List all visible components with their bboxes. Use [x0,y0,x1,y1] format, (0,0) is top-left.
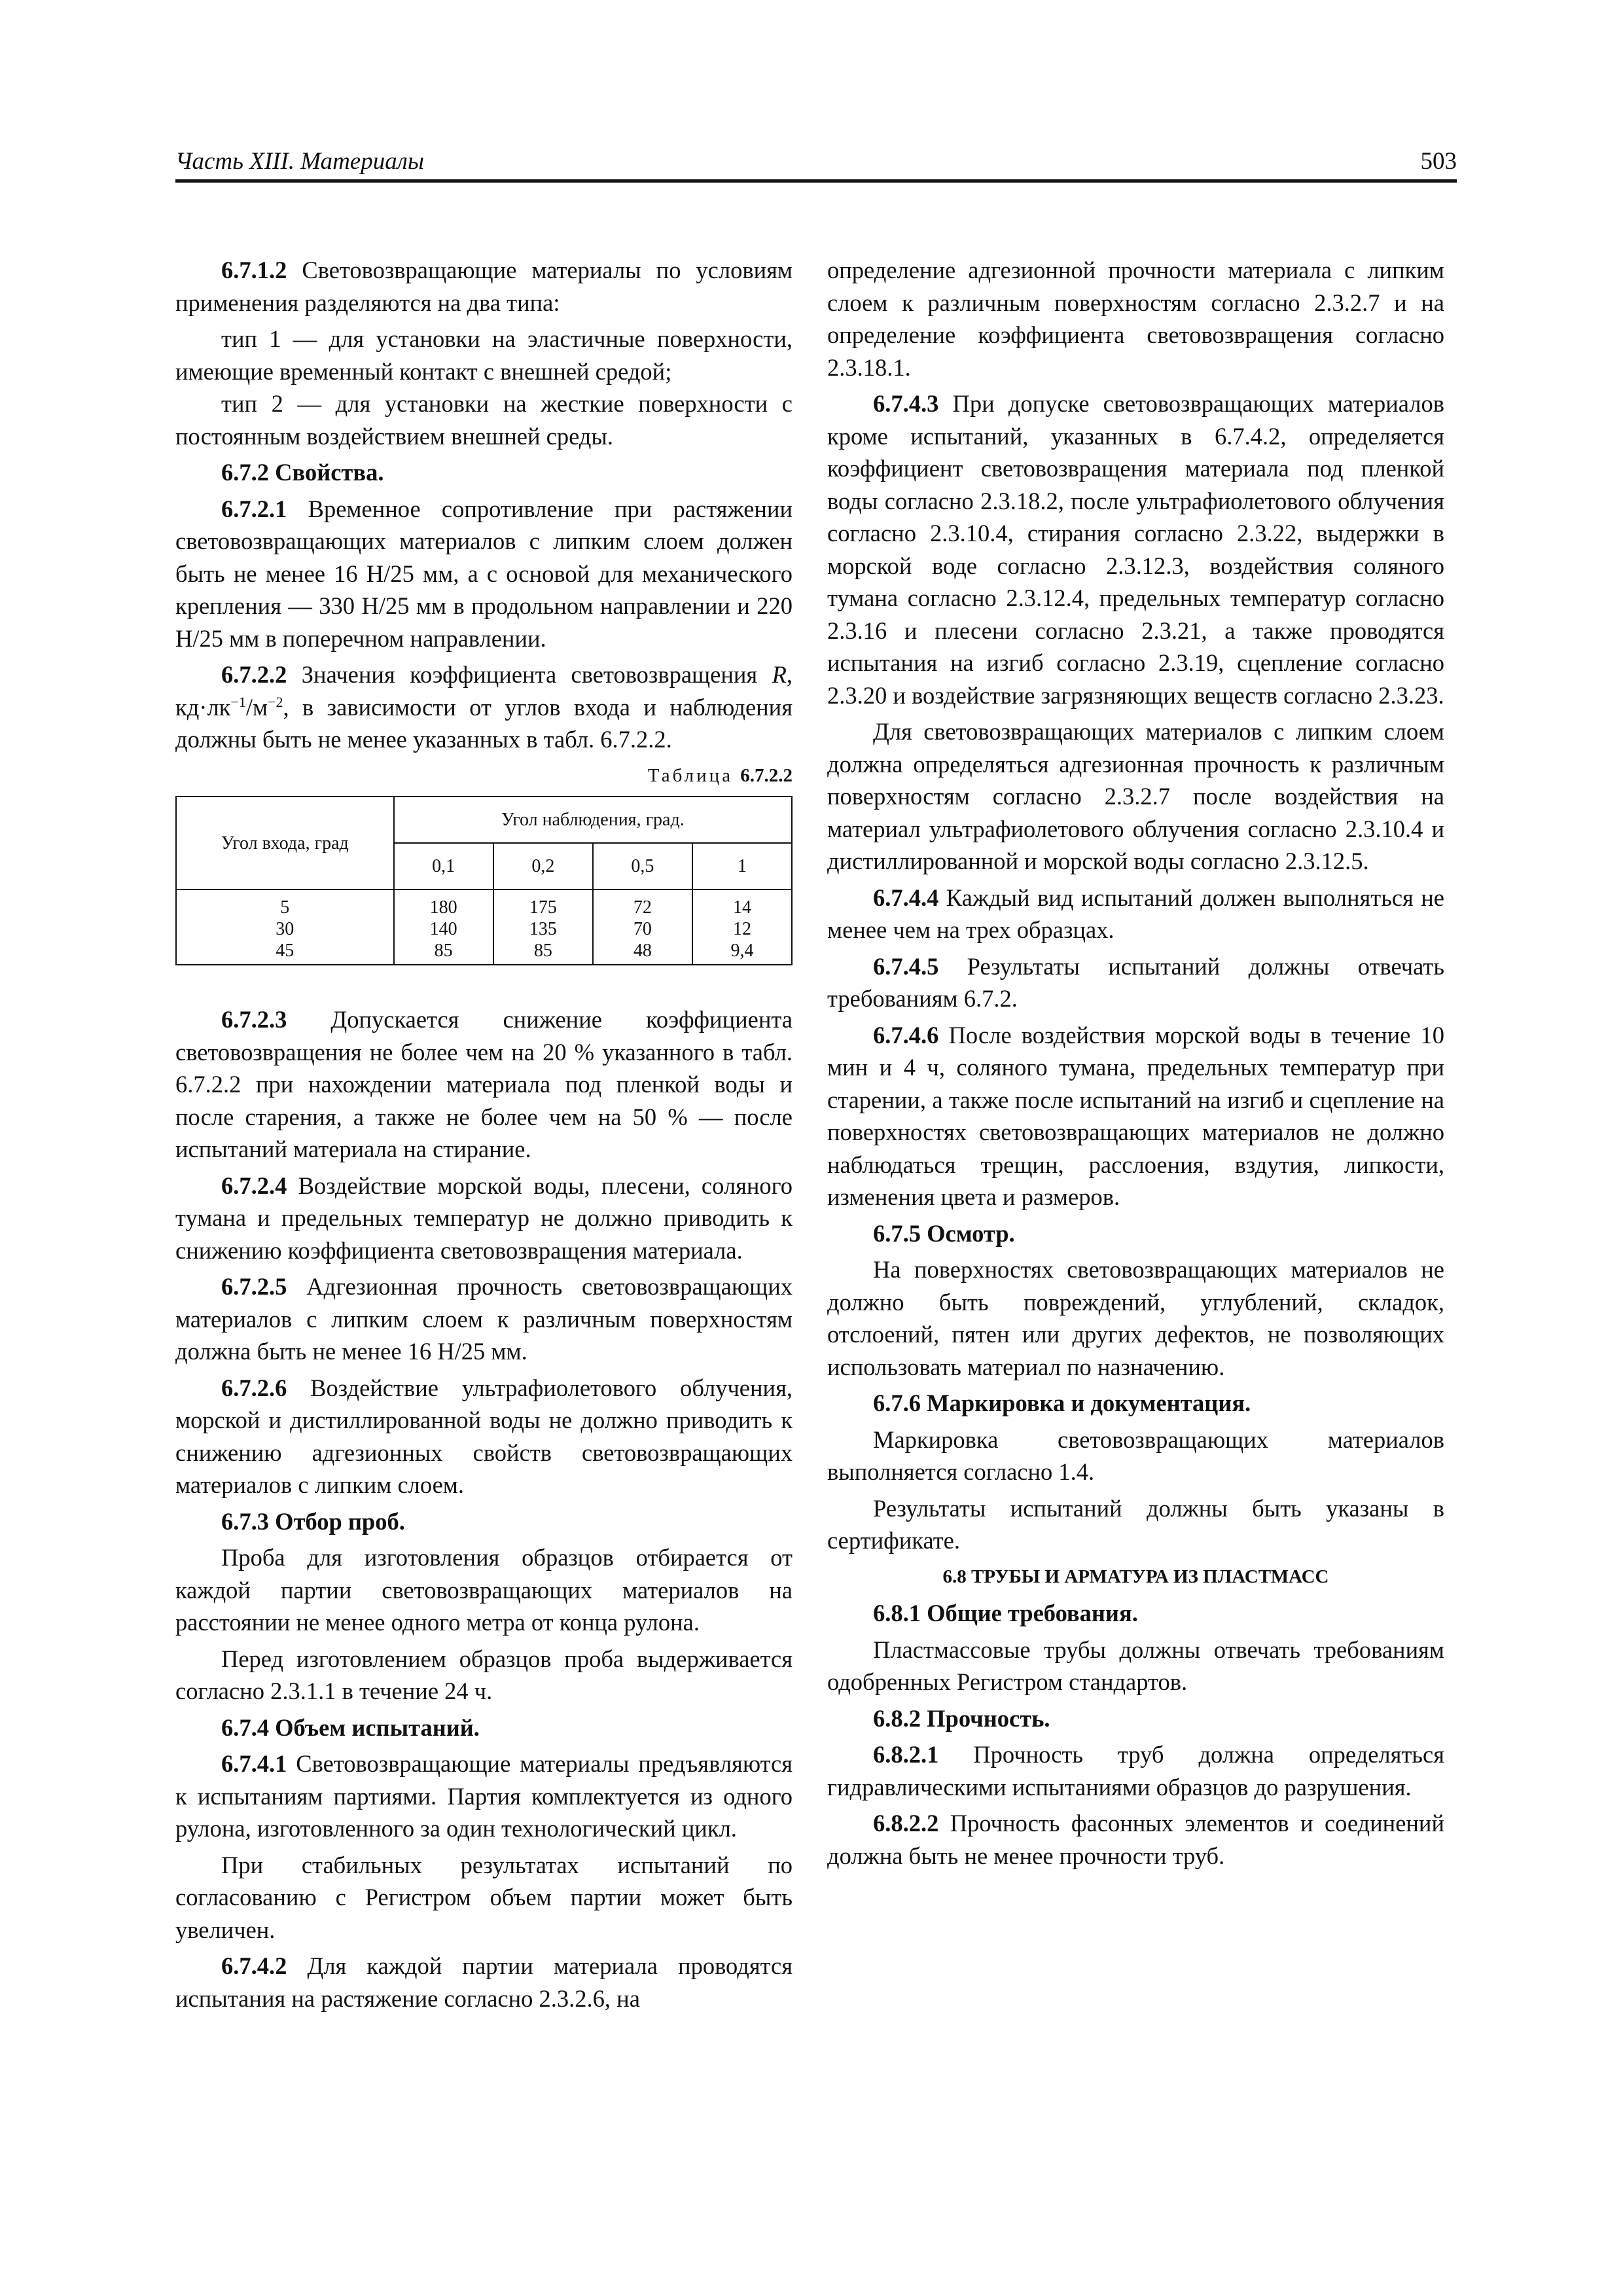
paragraph-text: Световозвращающие материалы предъявляются к испытаниям партиями. Партия комплектуется из одного рулона, изготовленного за один технологический цикл. [175,1750,793,1842]
retroreflection-table [175,796,793,965]
running-title: Часть XIII. Материалы [175,148,424,175]
heading-6-8-2: 6.8.2 Прочность. [873,1704,1050,1732]
table-row [176,889,792,918]
table-row [176,940,792,965]
paragraph-text: При допуске световозвращающих материалов кроме испытаний, указанных в 6.7.4.2, определяется коэффициент световозвращения материала под пленкой воды согласно 2.3.18.2, после ультрафиолетового облучения согласно 2.3.10.4, стирания согласно 2.3.22, выдержки в морской воде согласно 2.3.12.3, воздействия соляного тумана согласно 2.3.12.4, предельных температур согласно 2.3.16 и плесени согласно 2.3.21, а также проводятся испытания на изгиб согласно 2.3.19, сцепление согласно 2.3.20 и воздействие загрязняющих веществ согласно 2.3.23. [827,390,1444,709]
paragraph-text: Допускается снижение коэффициента световозвращения не более чем на 20 % указанного в табл. 6.7.2.2 при нахождении материала под пленкой воды и после старения, а также не более чем на 50 % — после испытаний материала на стирание. [175,1006,793,1162]
paragraph-text: Временное сопротивление при растяжении световозвращающих материалов с липким слоем должен быть не менее 16 Н/25 мм, а с основой для механического крепления — 330 Н/25 мм в продольном направлении и 220 Н/25 мм в поперечном направлении. [175,495,793,652]
table-cell: 30 [176,918,394,940]
heading-6-7-4: 6.7.4 Объем испытаний. [221,1713,480,1741]
paragraph-text: , в зависимости от углов входа и наблюдения должны быть не менее указанных в табл. 6.7.2.2. [175,693,793,753]
paragraph-text: Воздействие морской воды, плесени, соляного тумана и предельных температур не должно приводить к снижению коэффициента световозвращения материала. [175,1172,793,1264]
paragraph-6-7-4-2 [175,1950,793,2015]
clause-number: 6.7.2.3 [221,1006,287,1033]
paragraph-inspection: На поверхностях световозвращающих материалов не должно быть повреждений, углублений, складок, отслоений, пятен или других дефектов, не позволяющих использовать материал по назначению. [827,1256,1444,1380]
table-cell: 85 [493,940,593,965]
paragraph-text: Результаты испытаний должны отвечать требованиям 6.7.2. [827,952,1444,1012]
paragraph-text: Световозвращающие материалы по условиям применения разделяются на два типа: [175,257,793,316]
paragraph-text: После воздействия морской воды в течение 10 мин и 4 ч, соляного тумана, предельных температур при старении, а также после испытаний на изгиб и сцепление на поверхностях световозвращающих материалов не должно наблюдаться трещин, расслоения, вздутия, липкости, изменения цвета и размеров. [827,1021,1444,1210]
left-column [175,254,793,2018]
paragraph-text: /м [245,693,268,721]
page-header [175,145,1457,183]
heading-6-7-2: 6.7.2 Свойства. [221,459,384,486]
superscript: −2 [268,693,283,710]
table-cell: 12 [692,918,792,940]
clause-number: 6.7.2.1 [221,495,287,522]
paragraph-6-7-2-1 [175,493,793,655]
paragraph-6-7-2-5 [175,1270,793,1368]
paragraph-6-7-2-6 [175,1372,793,1501]
table-row [176,918,792,940]
table-cell: 175 [493,889,593,918]
paragraph-text: Воздействие ультрафиолетового облучения, морской и дистиллированной воды не должно приводить к снижению адгезионных свойств световозвращающих материалов с липким слоем. [175,1374,793,1498]
paragraph-continuation: определение адгезионной прочности материала с липким слоем к различным поверхностям согласно 2.3.2.7 и на определение коэффициента световозвращения согласно 2.3.18.1. [827,257,1444,381]
clause-number: 6.7.4.6 [873,1021,939,1049]
type-1-item: тип 1 — для установки на эластичные поверхности, имеющие временный контакт с внешней средой; [175,325,793,385]
heading-6-7-5: 6.7.5 Осмотр. [873,1219,1015,1247]
paragraph-marking: Маркировка световозвращающих материалов выполняется согласно 1.4. [827,1426,1444,1485]
paragraph-6-8-2-2 [827,1807,1444,1872]
paragraph-6-7-4-5 [827,950,1444,1015]
clause-number: 6.7.4.4 [873,884,939,911]
table-cell: 72 [593,889,692,918]
table-cell: 9,4 [692,940,792,965]
clause-number: 6.8.2.1 [873,1741,939,1768]
table-cell: 85 [394,940,493,965]
superscript: −1 [230,693,246,710]
clause-number: 6.7.4.2 [221,1952,287,1979]
paragraph-adhesion: Для световозвращающих материалов с липким слоем должна определяться адгезионная прочность к различным поверхностям согласно 2.3.2.7 после воздействия на материал ультрафиолетового облучения согласно 2.3.10.4 и дистиллированной и морской воды согласно 2.3.12.5. [827,718,1444,874]
paragraph-plastic-pipes: Пластмассовые трубы должны отвечать требованиям одобренных Регистром стандартов. [827,1636,1444,1695]
heading-6-7-3: 6.7.3 Отбор проб. [221,1507,405,1535]
paragraph-text: Адгезионная прочность световозвращающих материалов с липким слоем к различным поверхностям должна быть не менее 16 Н/25 мм. [175,1273,793,1365]
clause-number: 6.7.2.6 [221,1374,287,1401]
clause-number: 6.7.2.4 [221,1172,287,1199]
table-cell: 180 [394,889,493,918]
paragraph-sample-conditioning: Перед изготовлением образцов проба выдерживается согласно 2.3.1.1 в течение 24 ч. [175,1645,793,1704]
column-header: 0,2 [493,843,593,889]
paragraph-text: , кд·лк [175,661,793,721]
table-cell: 70 [593,918,692,940]
column-header: 0,1 [394,843,493,889]
table-cell: 45 [176,940,394,965]
paragraph-6-8-2-1 [827,1738,1444,1803]
paragraph-batch-size: При стабильных результатах испытаний по согласованию с Регистром объем партии может быть увеличен. [175,1851,793,1943]
page-number: 503 [1420,148,1457,175]
column-header: 1 [692,843,792,889]
table-caption-prefix: Таблица [647,764,741,786]
paragraph-6-7-4-4 [827,882,1444,946]
column-header-entry-angle: Угол входа, град [176,797,394,889]
variable-r: R [772,661,787,688]
clause-number: 6.7.4.3 [873,390,939,417]
table-cell: 48 [593,940,692,965]
paragraph-text: Для каждой партии материала проводятся испытания на растяжение согласно 2.3.2.6, на [175,1952,793,2012]
paragraph-6-7-4-3 [827,387,1444,711]
paragraph-6-7-1-2 [175,254,793,319]
clause-number: 6.7.4.5 [873,952,939,980]
paragraph-text: Каждый вид испытаний должен выполняться не менее чем на трех образцах. [827,884,1444,943]
table-cell: 5 [176,889,394,918]
table-caption [175,760,793,793]
table-cell: 14 [692,889,792,918]
table-caption-number: 6.7.2.2 [740,764,793,786]
heading-6-8-1: 6.8.1 Общие требования. [873,1600,1138,1626]
paragraph-6-7-2-4 [175,1170,793,1267]
type-2-item: тип 2 — для установки на жесткие поверхности с постоянным воздействием внешней среды. [175,390,793,450]
paragraph-text: Прочность труб должна определяться гидравлическими испытаниями образцов до разрушения. [827,1741,1444,1801]
paragraph-6-7-2-3 [175,1003,793,1166]
paragraph-text: Прочность фасонных элементов и соединений должна быть не менее прочности труб. [827,1810,1444,1869]
clause-number: 6.7.2.2 [221,661,287,688]
table-cell: 140 [394,918,493,940]
paragraph-sampling: Проба для изготовления образцов отбирается от каждой партии световозвращающих материалов на расстоянии не менее одного метра от конца рулона. [175,1544,793,1636]
column-header-observation-angle: Угол наблюдения, град. [394,797,792,843]
heading-6-7-6: 6.7.6 Маркировка и документация. [873,1390,1251,1416]
paragraph-6-7-2-2 [175,658,793,756]
clause-number: 6.7.4.1 [221,1750,287,1777]
clause-number: 6.7.1.2 [221,257,287,283]
paragraph-text: Значения коэффициента световозвращения [287,661,772,688]
paragraph-6-7-4-1 [175,1748,793,1845]
paragraph-certificate: Результаты испытаний должны быть указаны в сертификате. [827,1494,1444,1554]
clause-number: 6.8.2.2 [873,1810,939,1837]
table-cell: 135 [493,918,593,940]
column-header: 0,5 [593,843,692,889]
paragraph-6-7-4-6 [827,1019,1444,1213]
clause-number: 6.7.2.5 [221,1273,287,1300]
section-title-6-8: 6.8 ТРУБЫ И АРМАТУРА ИЗ ПЛАСТМАСС [942,1566,1329,1587]
right-column [827,254,1444,1876]
